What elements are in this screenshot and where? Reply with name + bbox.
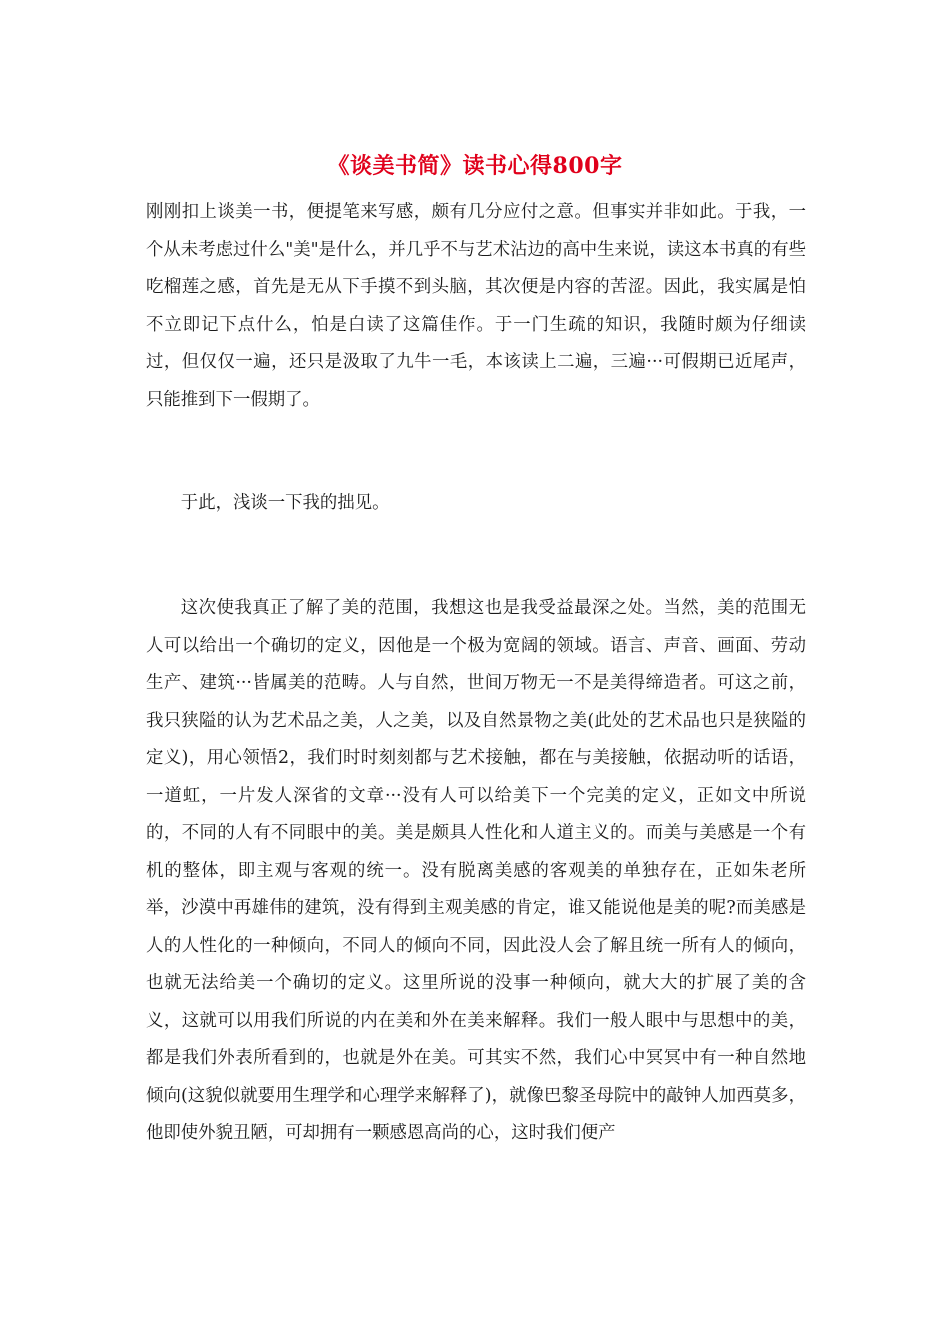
document-title: 《谈美书简》读书心得800字 <box>327 153 623 179</box>
paragraph-opinion: 于此，浅谈一下我的拙见。 <box>180 493 390 513</box>
paragraph-intro: 刚刚扣上谈美一书，便提笔来写感，颇有几分应付之意。但事实并非如此。于我，一个从未考虑过什么"美"是什么，并几乎不与艺术沾边的高中生来说，读这本书真的有些吃榴莲之感，首先是无从下手摸不到头脑，其次便是内容的苦涩。因此，我实属是怕不立即记下点什么，怕是白读了这篇佳作。于一门生疏的知识，我随时颇为仔细读过，但仅仅一遍，还只是汲取了九牛一毛，本该读上二遍，三遍···可假期已近尾声，只能推到下一假期了。 <box>146 202 806 410</box>
paragraph-body: 这次使我真正了解了美的范围，我想这也是我受益最深之处。当然，美的范围无人可以给出一个确切的定义，因他是一个极为宽阔的领域。语言、声音、画面、劳动生产、建筑···皆属美的范畴。人与自然，世间万物无一不是美得缔造者。可这之前，我只狭隘的认为艺术品之美，人之美，以及自然景物之美(此处的艺术品也只是狭隘的定义)，用心领悟2，我们时时刻刻都与艺术接触，都在与美接触，依据动听的话语，一道虹，一片发人深省的文章···没有人可以给美下一个完美的定义，正如文中所说的，不同的人有不同眼中的美。美是颇具人性化和人道主义的。而美与美感是一个有机的整体，即主观与客观的统一。没有脱离美感的客观美的单独存在，正如朱老所举，沙漠中再雄伟的建筑，没有得到主观美感的肯定，谁又能说他是美的呢?而美感是人的人性化的一种倾向，不同人的倾向不同，因此没人会了解且统一所有人的倾向，也就无法给美一个确切的定义。这里所说的没事一种倾向，就大大的扩展了美的含义，这就可以用我们所说的内在美和外在美来解释。我们一般人眼中与思想中的美，都是我们外表所看到的，也就是外在美。可其实不然，我们心中冥冥中有一种自然地倾向(这貌似就要用生理学和心理学来解释了)，就像巴黎圣母院中的敲钟人加西莫多，他即使外貌丑陋，可却拥有一颗感恩高尚的心，这时我们便产 <box>146 598 806 1143</box>
